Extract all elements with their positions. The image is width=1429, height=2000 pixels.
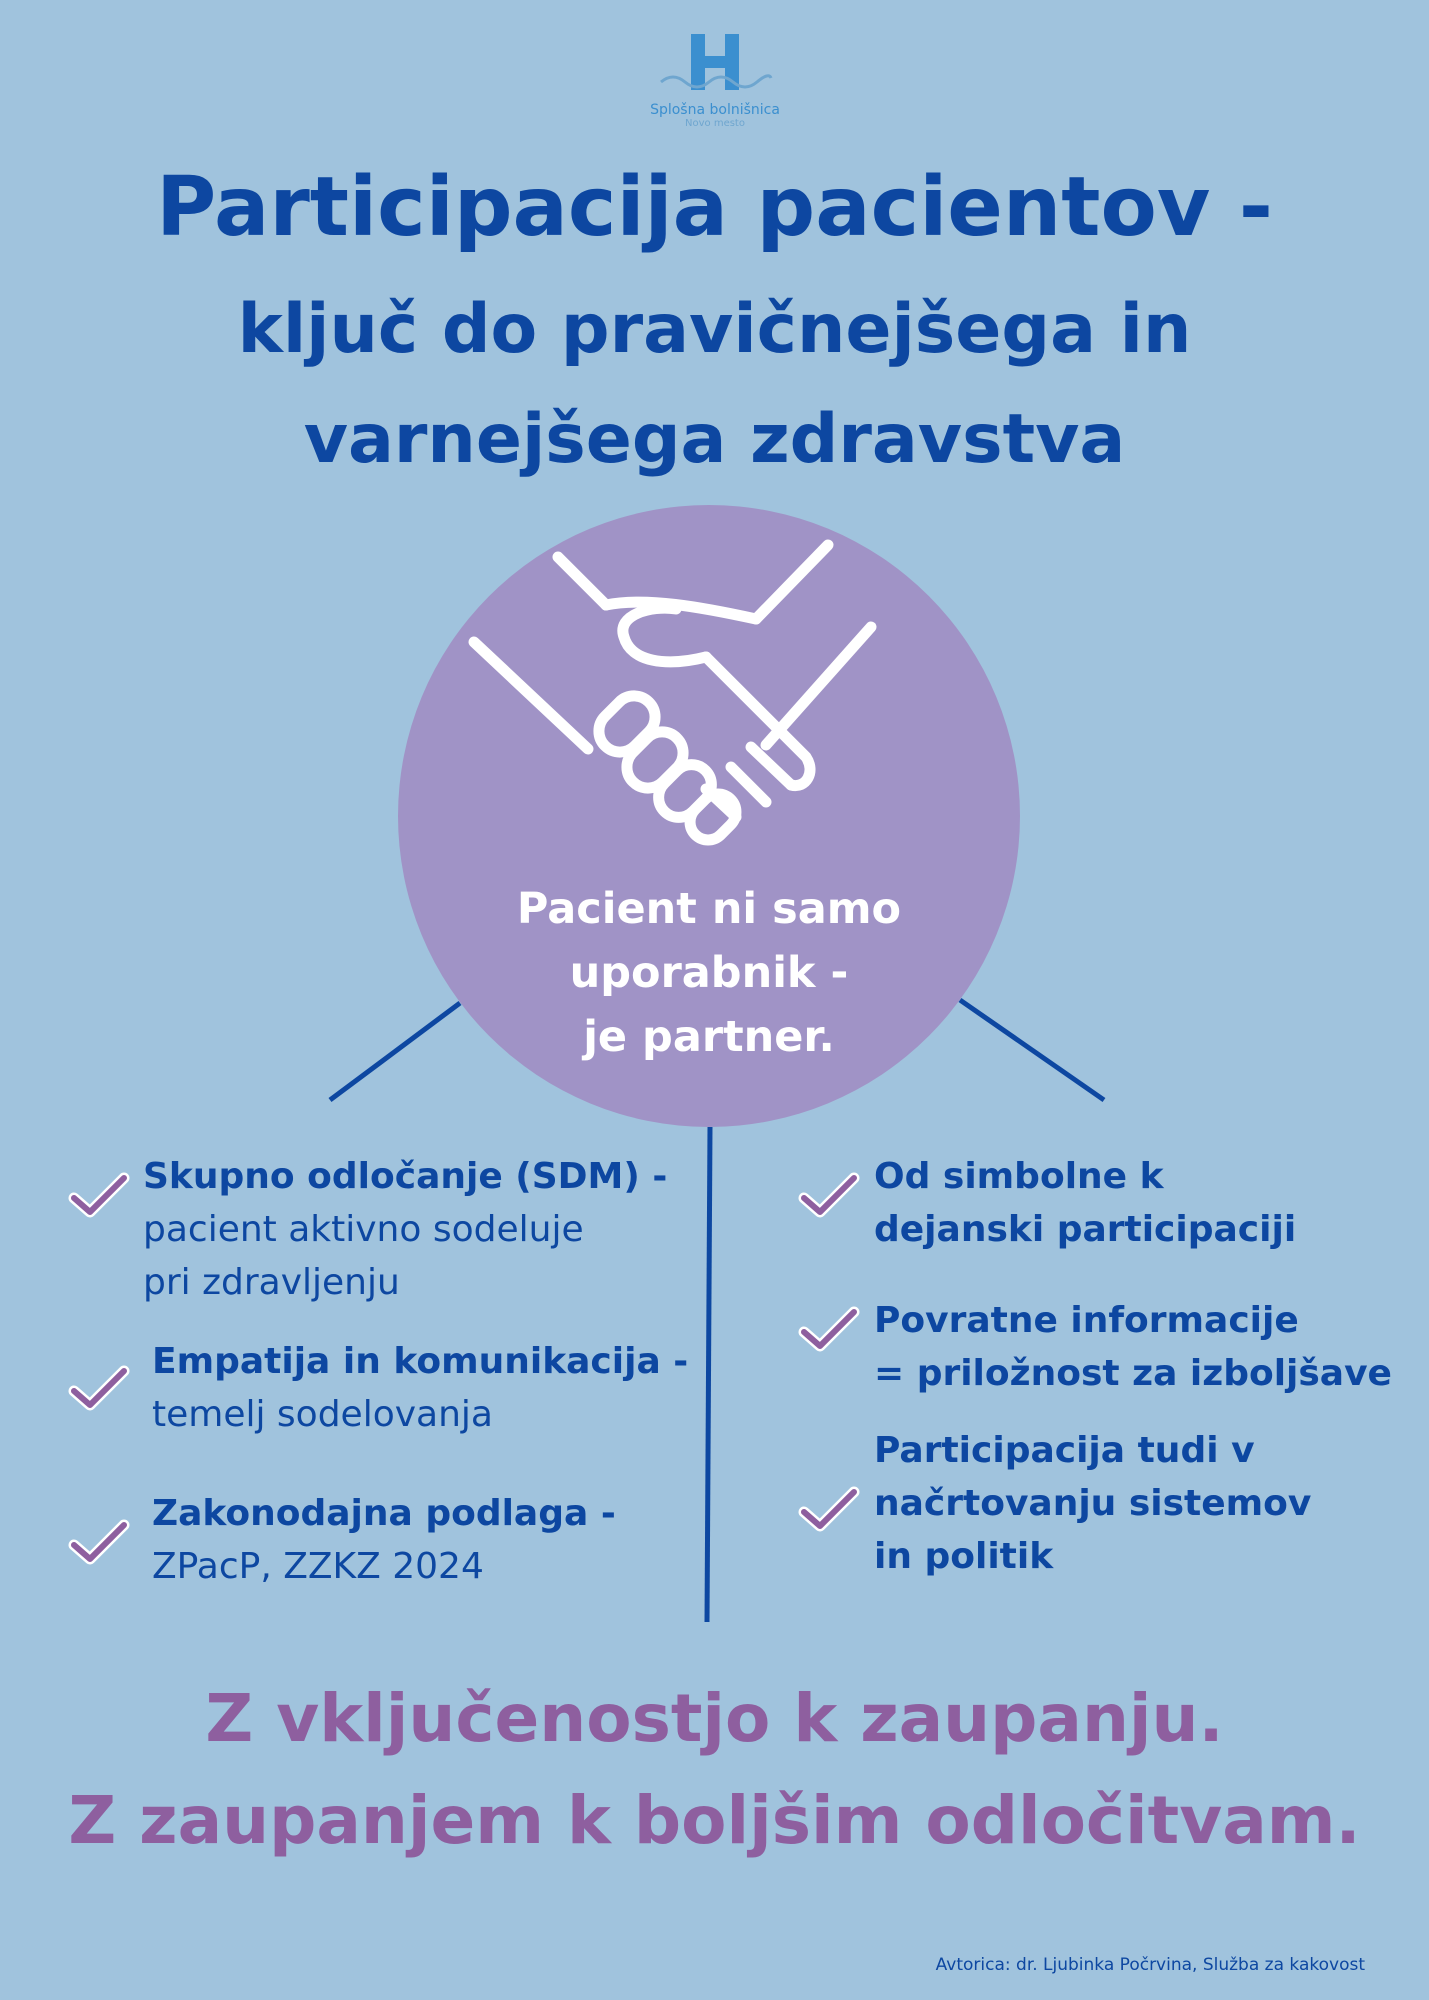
page-title-line2: ključ do pravičnejšega in [237,290,1192,369]
partner-circle [398,505,1020,1127]
check-icon [68,1517,130,1567]
check-icon [798,1484,860,1534]
slogan-line2: Z zaupanjem k boljšim odločitvam. [68,1782,1361,1859]
list-item-title: Participacija tudi v [874,1430,1255,1471]
list-item-title: Empatija in komunikacija - [152,1341,689,1382]
list-item-title: Skupno odločanje (SDM) - [143,1156,668,1197]
partner-statement-line3: je partner. [583,1012,835,1062]
list-item-title: in politik [874,1536,1054,1577]
list-item-title: dejanski participaciji [874,1209,1297,1250]
check-icon [68,1363,130,1413]
page-title-line3: varnejšega zdravstva [303,400,1126,479]
list-item-title: Povratne informacije [874,1300,1299,1341]
list-item-title: Od simbolne k [874,1156,1164,1197]
page-title-line1: Participacija pacientov - [156,160,1273,255]
logo-name: Splošna bolnišnica [650,102,780,118]
list-item-text: pri zdravljenju [143,1262,400,1303]
partner-statement-line1: Pacient ni samo [516,884,902,934]
partner-statement-line2: uporabnik - [569,948,849,998]
list-item-title: = priložnost za izboljšave [874,1353,1392,1394]
list-item-text: temelj sodelovanja [152,1394,493,1435]
partner-statement [398,877,1020,1069]
list-item-title: Zakonodajna podlaga - [152,1493,616,1534]
check-icon [798,1170,860,1220]
connector-center [707,1127,710,1622]
handshake-icon [466,527,926,867]
logo-city: Novo mesto [685,118,745,129]
list-item-title: načrtovanju sistemov [874,1483,1312,1524]
slogan-line1: Z vključenostjo k zaupanju. [205,1680,1224,1757]
author-credit: Avtorica: dr. Ljubinka Počrvina, Služba za kakovost [935,1955,1365,1975]
check-icon [798,1304,860,1354]
check-icon [68,1170,130,1220]
list-item-text: ZPacP, ZZKZ 2024 [152,1546,484,1587]
list-item-text: pacient aktivno sodeluje [143,1209,584,1250]
